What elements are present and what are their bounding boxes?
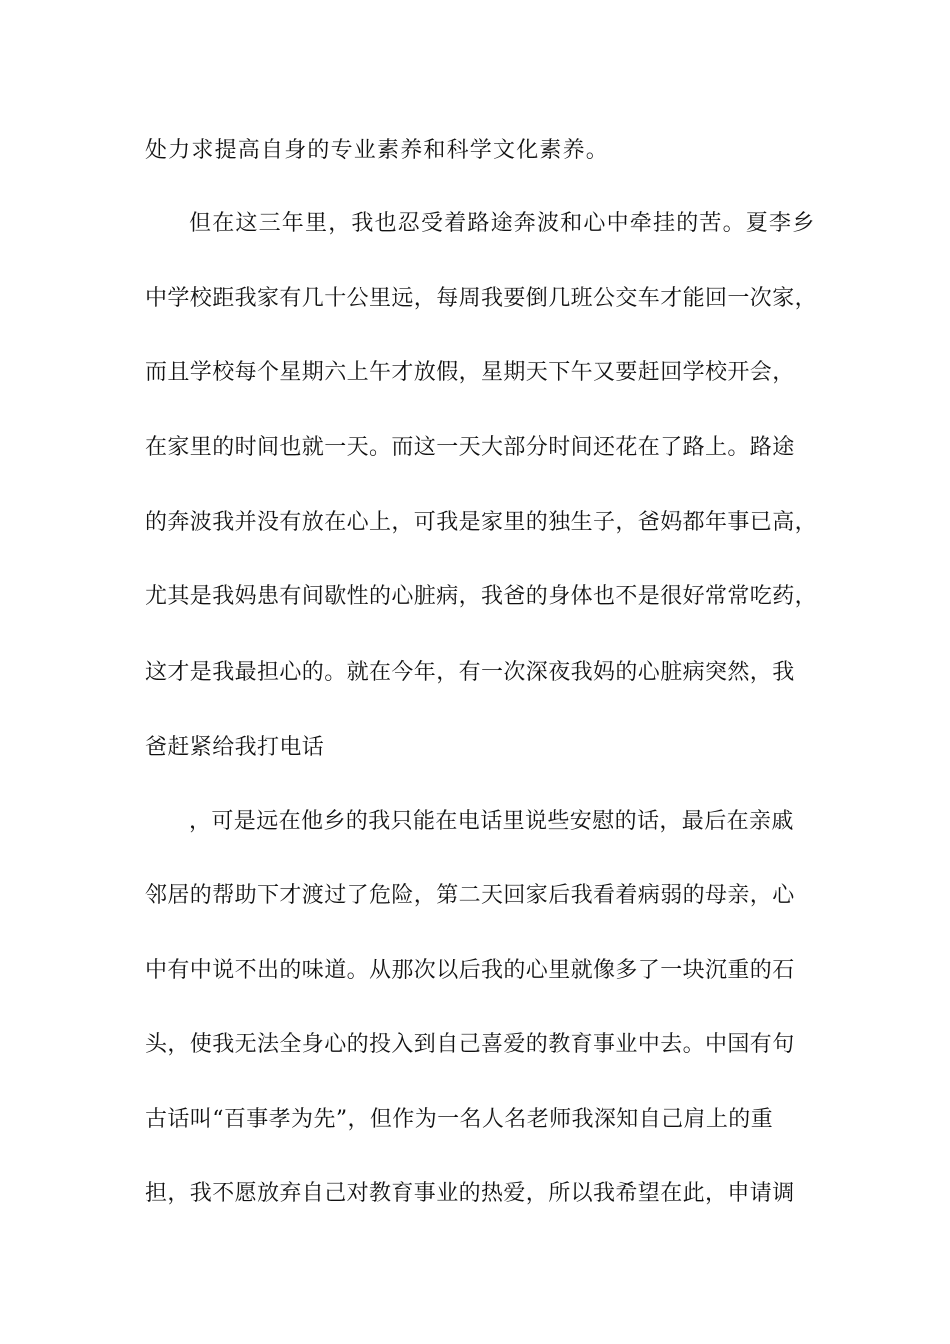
paragraph-line-9: 爸赶紧给我打电话 bbox=[145, 735, 325, 760]
paragraph-line-6: 的奔波我并没有放在心上，可我是家里的独生子，爸妈都年事已高， bbox=[145, 510, 818, 535]
paragraph-line-12: 中有中说不出的味道。从那次以后我的心里就像多了一块沉重的石 bbox=[145, 958, 795, 983]
paragraph-line-15: 担，我不愿放弃自己对教育事业的热爱，所以我希望在此，申请调 bbox=[145, 1181, 795, 1206]
paragraph-line-8: 这才是我最担心的。就在今年，有一次深夜我妈的心脏病突然，我 bbox=[145, 660, 795, 685]
paragraph-line-3: 中学校距我家有几十公里远，每周我要倒几班公交车才能回一次家， bbox=[145, 286, 818, 311]
paragraph-line-4: 而且学校每个星期六上午才放假，星期天下午又要赶回学校开会， bbox=[145, 360, 795, 385]
paragraph-line-5: 在家里的时间也就一天。而这一天大部分时间还花在了路上。路途 bbox=[145, 435, 795, 460]
paragraph-line-11: 邻居的帮助下才渡过了危险，第二天回家后我看着病弱的母亲，心 bbox=[145, 883, 795, 908]
paragraph-line-2: 但在这三年里，我也忍受着路途奔波和心中牵挂的苦。夏李乡 bbox=[189, 211, 816, 236]
paragraph-line-14: 古话叫“百事孝为先”，但作为一名人名老师我深知自己肩上的重 bbox=[145, 1107, 774, 1132]
paragraph-line-13: 头，使我无法全身心的投入到自己喜爱的教育事业中去。中国有句 bbox=[145, 1032, 795, 1057]
paragraph-line-10: ，可是远在他乡的我只能在电话里说些安慰的话，最后在亲戚 bbox=[189, 809, 794, 834]
paragraph-line-7: 尤其是我妈患有间歇性的心脏病，我爸的身体也不是很好常常吃药， bbox=[145, 584, 818, 609]
paragraph-line-1: 处力求提高自身的专业素养和科学文化素养。 bbox=[145, 138, 610, 163]
